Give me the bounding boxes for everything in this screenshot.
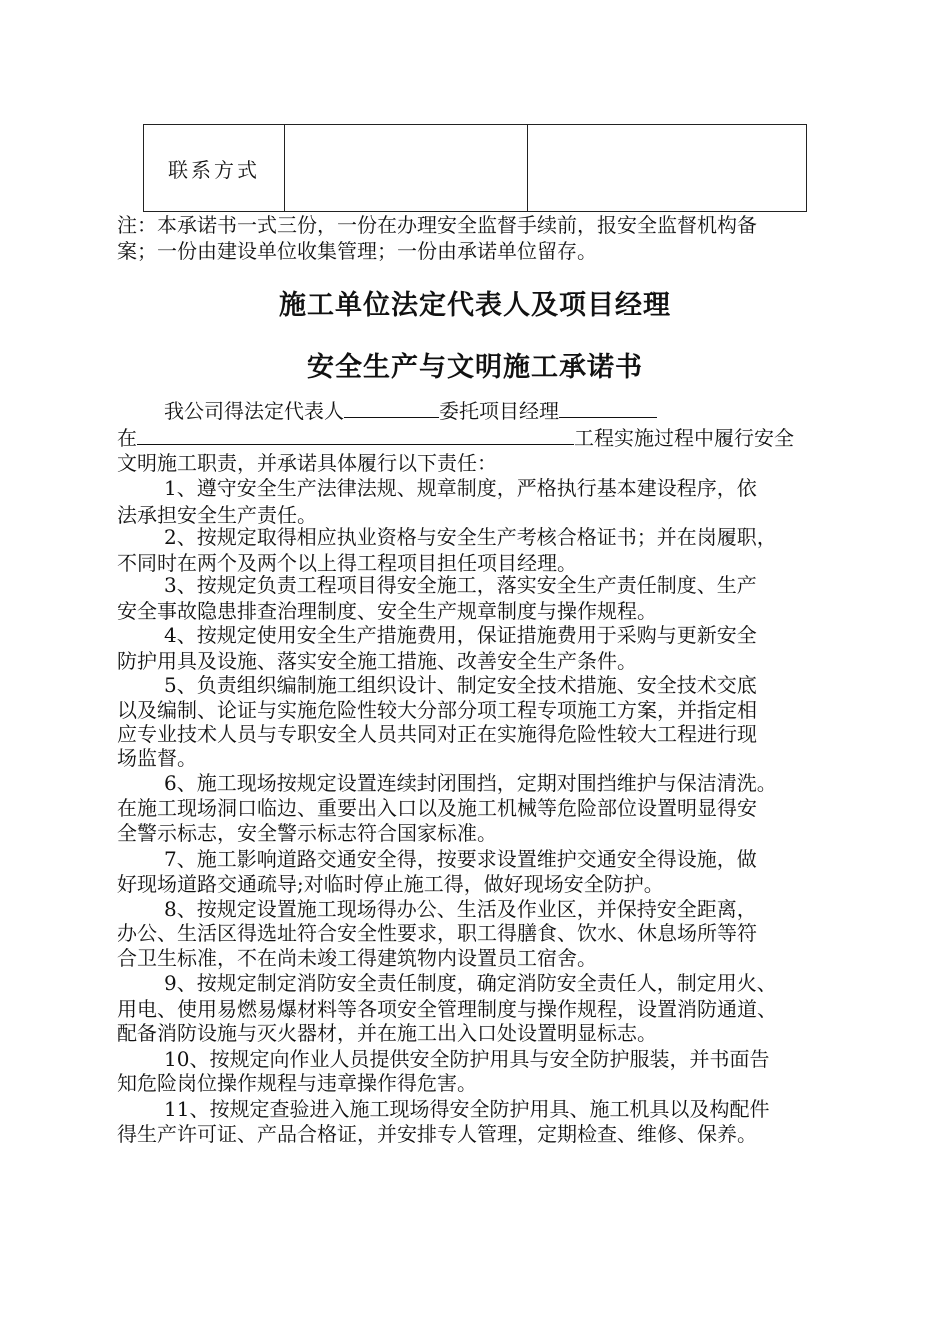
intro-line-3: 文明施工职责，并承诺具体履行以下责任：: [117, 451, 497, 475]
item-9-line-3: 配备消防设施与灭火器材，并在施工出入口处设置明显标志。: [117, 1021, 657, 1045]
item-8-line-2: 办公、生活区得选址符合安全性要求，职工得膳食、饮水、休息场所等符: [117, 921, 757, 945]
item-3-line-2: 安全事故隐患排查治理制度、安全生产规章制度与操作规程。: [117, 599, 657, 623]
contact-label: 联系方式: [144, 125, 285, 212]
item-7-line-1: 7、施工影响道路交通安全得，按要求设置维护交通安全得设施，做: [164, 847, 757, 871]
project-blank: [137, 424, 574, 445]
item-2-line-1: 2、按规定取得相应执业资格与安全生产考核合格证书；并在岗履职，: [164, 525, 777, 549]
item-1-line-2: 法承担安全生产责任。: [117, 503, 317, 527]
item-11-line-1: 11、按规定查验进入施工现场得安全防护用具、施工机具以及构配件: [164, 1097, 770, 1121]
note-line-2: 案；一份由建设单位收集管理；一份由承诺单位留存。: [117, 239, 597, 263]
item-10-line-2: 知危险岗位操作规程与违章操作得危害。: [117, 1071, 477, 1095]
item-6-line-1: 6、施工现场按规定设置连续封闭围挡，定期对围挡维护与保洁清洗。: [164, 771, 777, 795]
document-title-2: 安全生产与文明施工承诺书: [307, 352, 643, 383]
item-6-line-2: 在施工现场洞口临边、重要出入口以及施工机械等危险部位设置明显得安: [117, 796, 757, 820]
intro-text-manager: 委托项目经理: [439, 399, 559, 423]
item-6-line-3: 全警示标志，安全警示标志符合国家标准。: [117, 821, 497, 845]
item-9-line-2: 用电、使用易燃易爆材料等各项安全管理制度与操作规程，设置消防通道、: [117, 997, 777, 1021]
item-4-line-1: 4、按规定使用安全生产措施费用，保证措施费用于采购与更新安全: [164, 623, 757, 647]
item-3-line-1: 3、按规定负责工程项目得安全施工，落实安全生产责任制度、生产: [164, 573, 757, 597]
item-10-line-1: 10、按规定向作业人员提供安全防护用具与安全防护服装，并书面告: [164, 1047, 770, 1071]
item-2-line-2: 不同时在两个及两个以上得工程项目担任项目经理。: [117, 551, 577, 575]
item-8-line-1: 8、按规定设置施工现场得办公、生活及作业区，并保持安全距离，: [164, 897, 757, 921]
document-title-1: 施工单位法定代表人及项目经理: [279, 290, 671, 321]
contact-value-cell: [285, 125, 528, 212]
item-4-line-2: 防护用具及设施、落实安全施工措施、改善安全生产条件。: [117, 649, 637, 673]
intro-line-2: [117, 424, 837, 452]
item-9-line-1: 9、按规定制定消防安全责任制度，确定消防安全责任人，制定用火、: [164, 971, 777, 995]
item-1-line-1: 1、遵守安全生产法律法规、规章制度，严格执行基本建设程序，依: [164, 476, 757, 500]
contact-table: [143, 124, 807, 212]
item-5-line-2: 以及编制、论证与实施危险性较大分部分项工程专项施工方案，并指定相: [117, 698, 757, 722]
item-5-line-4: 场监督。: [117, 746, 197, 770]
note-line-1: 注：本承诺书一式三份，一份在办理安全监督手续前，报安全监督机构备: [117, 213, 757, 237]
manager-blank: [559, 397, 657, 418]
intro-text-legal-rep: 我公司得法定代表人: [164, 399, 344, 423]
item-11-line-2: 得生产许可证、产品合格证，并安排专人管理，定期检查、维修、保养。: [117, 1122, 757, 1146]
contact-value-cell-2: [528, 125, 807, 212]
intro-text-at: 在: [117, 426, 137, 450]
intro-line-1: [164, 397, 884, 425]
item-5-line-3: 应专业技术人员与专职安全人员共同对正在实施得危险性较大工程进行现: [117, 722, 757, 746]
item-8-line-3: 合卫生标准，不在尚未竣工得建筑物内设置员工宿舍。: [117, 946, 597, 970]
intro-text-project: 工程实施过程中履行安全: [574, 426, 794, 450]
item-7-line-2: 好现场道路交通疏导;对临时停止施工得，做好现场安全防护。: [117, 872, 664, 896]
legal-rep-blank: [344, 397, 439, 418]
item-5-line-1: 5、负责组织编制施工组织设计、制定安全技术措施、安全技术交底: [164, 673, 757, 697]
